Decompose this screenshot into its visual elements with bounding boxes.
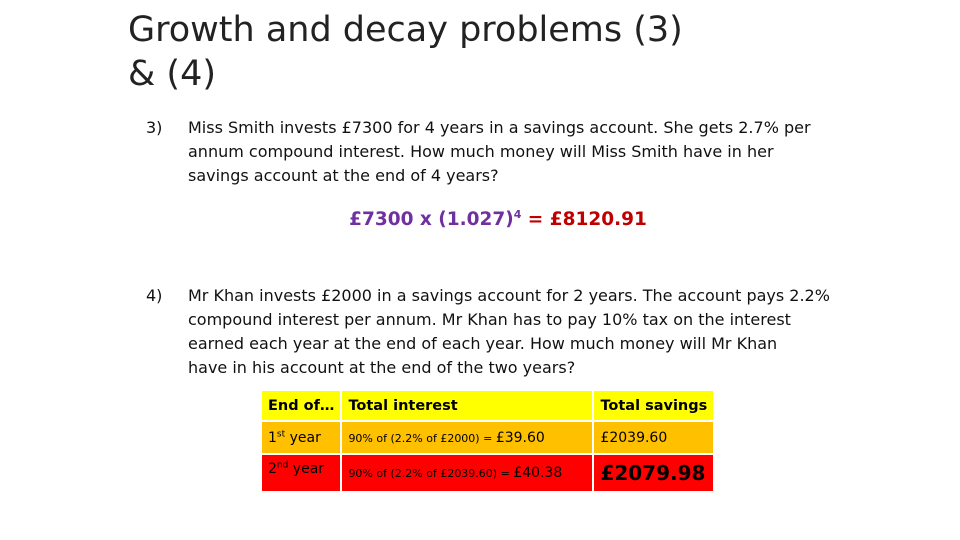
question-3-line: Miss Smith invests £7300 for 4 years in a savings account. She gets 2.7% per	[188, 118, 811, 137]
header-total-savings: Total savings	[594, 391, 713, 422]
question-4-line: have in his account at the end of the two years?	[188, 358, 576, 377]
savings-table	[262, 391, 713, 491]
question-4-text	[188, 284, 838, 380]
question-4-line: Mr Khan invests £2000 in a savings account for 2 years. The account pays 2.2%	[188, 286, 830, 305]
page-title	[128, 8, 848, 96]
year-cell: 2nd year	[262, 455, 342, 491]
table-header-row	[262, 391, 713, 422]
question-4-line: compound interest per annum. Mr Khan has to pay 10% tax on the interest	[188, 310, 791, 329]
question-3-line: annum compound interest. How much money will Miss Smith have in her	[188, 142, 774, 161]
year-cell: 1st year	[262, 422, 342, 455]
question-4-line: earned each year at the end of each year. How much money will Mr Khan	[188, 334, 778, 353]
question-3-line: savings account at the end of 4 years?	[188, 166, 499, 185]
final-savings-cell: £2079.98	[594, 455, 713, 491]
interest-cell: 90% of (2.2% of £2039.60) = £40.38	[342, 455, 594, 491]
answer-expression: £7300 x (1.027)	[349, 209, 514, 230]
savings-cell: £2039.60	[594, 422, 713, 455]
question-3-text	[188, 116, 838, 188]
title-line-2: & (4)	[128, 54, 216, 94]
header-end-of: End of…	[262, 391, 342, 422]
question-3-number: 3)	[146, 118, 163, 137]
interest-cell: 90% of (2.2% of £2000) = £39.60	[342, 422, 594, 455]
table-row	[262, 422, 713, 455]
table-row	[262, 455, 713, 491]
answer-exponent: 4	[513, 207, 522, 221]
question-4-number: 4)	[146, 286, 163, 305]
question-3-answer	[0, 206, 960, 234]
header-total-interest: Total interest	[342, 391, 594, 422]
answer-result: = £8120.91	[521, 209, 647, 230]
title-line-1: Growth and decay problems (3)	[128, 10, 683, 50]
